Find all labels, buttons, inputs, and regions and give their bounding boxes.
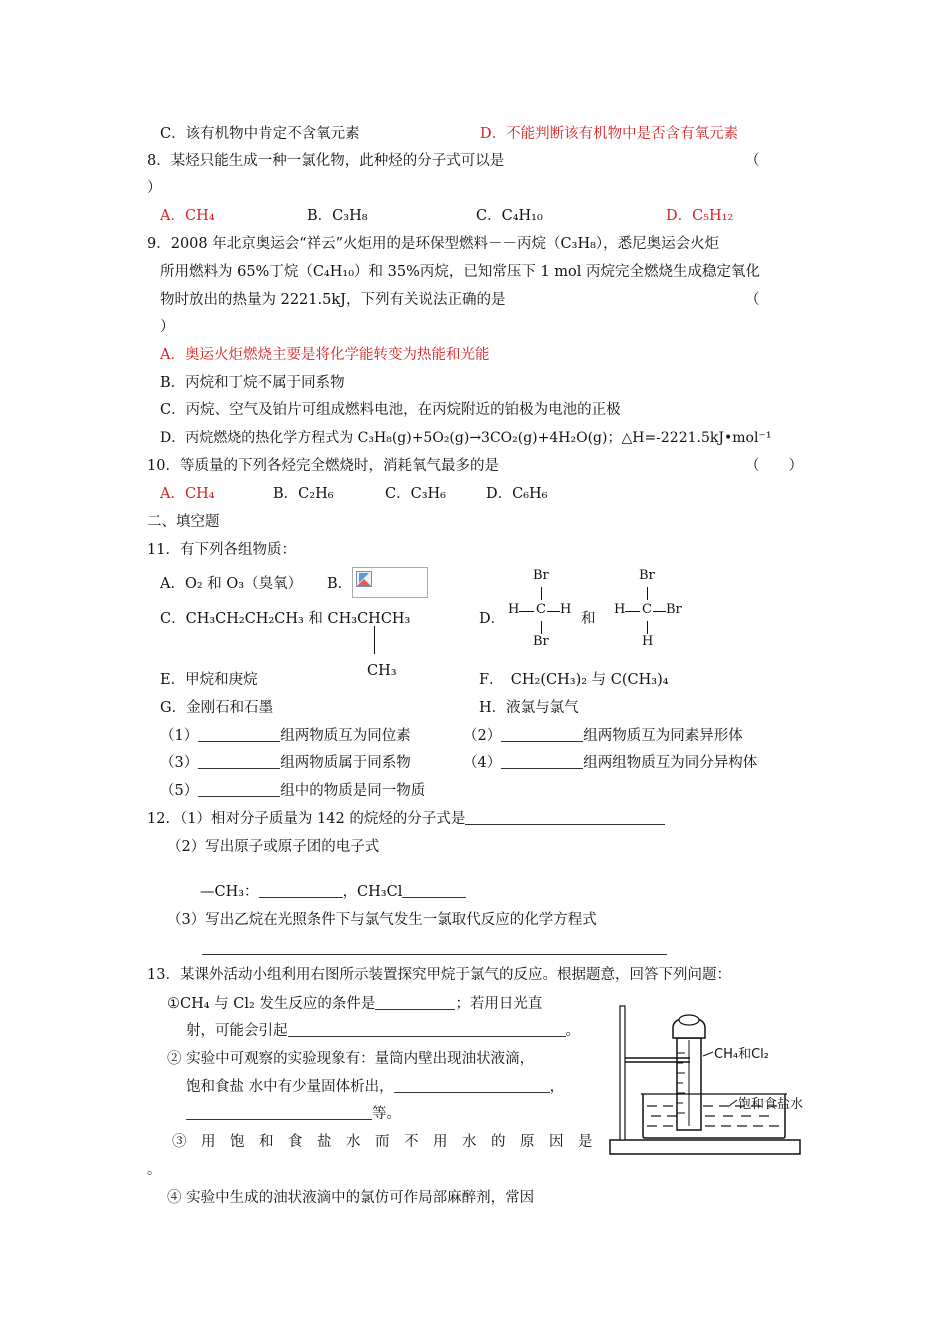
mol1-bond-top bbox=[541, 587, 542, 600]
q10-option-c: C．C₃H₆ bbox=[385, 486, 446, 502]
mol2-bond-left bbox=[625, 611, 640, 612]
fig-label-salt-water: 饱和食盐水 bbox=[738, 1097, 804, 1112]
q11-blank-4-row bbox=[463, 753, 757, 773]
q11-blank-3-text: 组两物质属于同系物 bbox=[280, 755, 411, 771]
q13-s1-a: ①CH₄ 与 Cl₂ 发生反应的条件是 bbox=[167, 996, 376, 1012]
salt-leader bbox=[729, 1100, 737, 1106]
q9-line-2: 所用燃料为 65%丁烷（C₄H₁₀）和 35%丙烷，已知常压下 1 mol 丙烷完全燃烧生成稳定氧化 bbox=[160, 264, 761, 280]
q12-ch3-label: —CH₃： bbox=[200, 884, 259, 900]
mol1-bond-right bbox=[547, 611, 560, 612]
mol1-br-top: Br bbox=[533, 568, 549, 583]
q11-blank-2-row bbox=[463, 726, 743, 746]
q8-stem: 8．某烃只能生成一种一氯化物，此种烃的分子式可以是 bbox=[147, 153, 505, 169]
mol1-c: C bbox=[536, 602, 546, 617]
q11-and: 和 bbox=[581, 611, 596, 627]
q11-blank-1-row bbox=[160, 726, 411, 746]
mol2-bond-top bbox=[647, 587, 648, 600]
q13-s3-end: 。 bbox=[147, 1162, 162, 1178]
q9-paren-open: （ bbox=[745, 292, 760, 308]
q9-option-a: A．奥运火炬燃烧主要是将化学能转变为热能和光能 bbox=[160, 347, 490, 363]
q11-blank-5-row bbox=[160, 781, 425, 801]
stopper-top bbox=[679, 1015, 699, 1025]
q10-paren: （ ） bbox=[745, 458, 803, 474]
mol2-c: C bbox=[642, 602, 652, 617]
q12-blank-ch3cl[interactable] bbox=[402, 883, 466, 898]
q11-blank-3-num: （3） bbox=[160, 755, 199, 771]
q11-blank-4[interactable] bbox=[501, 754, 583, 769]
q11-blank-3[interactable] bbox=[198, 754, 280, 769]
q10-option-b: B．C₂H₆ bbox=[273, 486, 334, 502]
q12-stem: 12．（1）相对分子质量为 142 的烷烃的分子式是 bbox=[147, 811, 466, 827]
gas-leader bbox=[703, 1052, 713, 1056]
q11-blank-5-text: 组中的物质是同一物质 bbox=[280, 783, 426, 799]
q13-s1-row-2 bbox=[186, 1021, 580, 1041]
q11-option-h: H．液氯与氯气 bbox=[479, 700, 579, 716]
q13-s1-d: 。 bbox=[565, 1023, 580, 1039]
q11-option-a: A．O₂ 和 O₃（臭氧） bbox=[160, 576, 303, 592]
q8-option-a: A．CH₄ bbox=[160, 208, 215, 224]
q11-blank-5[interactable] bbox=[198, 782, 280, 797]
q13-blank-phenomenon-2[interactable] bbox=[186, 1105, 372, 1120]
q8-option-b: B．C₃H₈ bbox=[307, 208, 368, 224]
q11-blank-3-row bbox=[160, 753, 411, 773]
q13-s2-row-2 bbox=[186, 1077, 564, 1097]
q12-blank-formula[interactable] bbox=[465, 810, 665, 825]
q9-option-c: C．丙烷、空气及铂片可组成燃料电池，在丙烷附近的铂极为电池的正极 bbox=[160, 402, 621, 418]
q11-blank-1-num: （1） bbox=[160, 728, 199, 744]
mol2-bond-right bbox=[653, 611, 666, 612]
q11-option-e: E．甲烷和庚烷 bbox=[160, 672, 258, 688]
mol2-br-right: Br bbox=[666, 602, 682, 617]
apparatus-figure bbox=[605, 998, 835, 1163]
q11-option-f: F． CH₂(CH₃)₂ 与 C(CH₃)₄ bbox=[479, 672, 669, 688]
q11-broken-image bbox=[352, 567, 428, 598]
q13-s2-c: ， bbox=[549, 1079, 565, 1095]
q12-blank-equation[interactable] bbox=[202, 940, 667, 955]
q13-s4: ④ 实验中生成的油状液滴中的氯仿可作局部麻醉剂，常因 bbox=[167, 1190, 535, 1206]
fig-label-gas: CH₄和Cl₂ bbox=[714, 1047, 769, 1062]
q11-molecule-2 bbox=[611, 568, 691, 648]
q10-option-d: D．C₆H₆ bbox=[486, 486, 548, 502]
q12-ch3cl-label: ，CH₃Cl bbox=[342, 884, 403, 900]
q11-stem: 11．有下列各组物质： bbox=[147, 542, 296, 558]
mol1-br-bottom: Br bbox=[533, 634, 549, 649]
q13-s1-c: 射，可能会引起 bbox=[186, 1023, 288, 1039]
q11-branch-ch3: CH₃ bbox=[367, 663, 397, 679]
q8-paren-open: （ bbox=[745, 153, 760, 169]
q8-option-d: D．C₅H₁₂ bbox=[666, 208, 734, 224]
q9-option-b: B．丙烷和丁烷不属于同系物 bbox=[160, 375, 345, 391]
q7-option-c: C．该有机物中肯定不含氧元素 bbox=[160, 126, 360, 142]
stand-base bbox=[610, 1140, 800, 1154]
q13-s2-b: 饱和食盐 水中有少量固体析出， bbox=[186, 1079, 394, 1095]
q11-blank-1[interactable] bbox=[198, 727, 280, 742]
q12-electron-row bbox=[200, 882, 466, 902]
q11-molecule-1 bbox=[505, 568, 585, 648]
mol2-h-bottom: H bbox=[642, 634, 654, 649]
mol2-h-left: H bbox=[614, 602, 626, 617]
q12-part-2: （2）写出原子或原子团的电子式 bbox=[167, 839, 380, 855]
mol1-h-left: H bbox=[508, 602, 520, 617]
mol2-bond-bottom bbox=[647, 621, 648, 634]
q9-option-d: D．丙烷燃烧的热化学方程式为 C₃H₈(g)+5O₂(g)→3CO₂(g)+4H₂O(g)；△H=-2221.5kJ•mol⁻¹ bbox=[160, 430, 772, 446]
q9-line-3: 物时放出的热量为 2221.5kJ，下列有关说法正确的是 bbox=[160, 292, 506, 308]
q9-paren-close: ） bbox=[160, 319, 175, 335]
q11-blank-2[interactable] bbox=[501, 727, 583, 742]
q11-option-c: C．CH₃CH₂CH₂CH₃ 和 CH₃CHCH₃ bbox=[160, 611, 411, 627]
q11-branch-bond bbox=[374, 626, 375, 654]
mol1-bond-bottom bbox=[541, 621, 542, 634]
q13-s2-d: 等。 bbox=[372, 1106, 401, 1122]
q8-paren-close: ） bbox=[147, 180, 162, 196]
q11-blank-5-num: （5） bbox=[160, 783, 199, 799]
q13-stem: 13．某课外活动小组利用右图所示装置探究甲烷于氯气的反应。根据题意，回答下列问题： bbox=[147, 967, 731, 983]
q11-blank-1-text: 组两物质互为同位素 bbox=[280, 728, 411, 744]
q13-blank-condition[interactable] bbox=[375, 995, 455, 1010]
q13-s2-row-3 bbox=[186, 1104, 401, 1124]
q12-stem-row bbox=[147, 809, 665, 829]
q9-line-1: 9．2008 年北京奥运会“祥云”火炬用的是环保型燃料－－丙烷（C₃H₈），悉尼奥运会火炬 bbox=[147, 236, 720, 252]
q11-blank-2-text: 组两物质互为同素异形体 bbox=[583, 728, 743, 744]
section-heading: 二、填空题 bbox=[147, 514, 220, 530]
q11-option-d: D． bbox=[479, 611, 506, 627]
q13-s3: ③ 用 饱 和 食 盐 水 而 不 用 水 的 原 因 是 bbox=[172, 1134, 593, 1150]
q11-option-b: B． bbox=[327, 576, 353, 592]
broken-image-icon bbox=[356, 571, 372, 587]
q13-blank-phenomenon-1[interactable] bbox=[394, 1078, 550, 1093]
q13-s1-b: ；若用日光直 bbox=[455, 996, 543, 1012]
q11-blank-2-num: （2） bbox=[463, 728, 502, 744]
q7-option-d: D．不能判断该有机物中是否含有氧元素 bbox=[480, 126, 739, 142]
q12-part-3: （3）写出乙烷在光照条件下与氯气发生一氯取代反应的化学方程式 bbox=[167, 912, 597, 928]
mol1-h-right: H bbox=[560, 602, 572, 617]
q11-option-g: G．金刚石和石墨 bbox=[160, 700, 274, 716]
q11-blank-4-text: 组两组物质互为同分异构体 bbox=[583, 755, 758, 771]
q13-s1-row bbox=[167, 994, 542, 1014]
q12-blank-ch3[interactable] bbox=[259, 883, 343, 898]
mol2-br-top: Br bbox=[639, 568, 655, 583]
q11-blank-4-num: （4） bbox=[463, 755, 502, 771]
q13-s2-a: ② 实验中可观察的实验现象有：量筒内壁出现油状液滴， bbox=[167, 1051, 535, 1067]
q10-option-a: A．CH₄ bbox=[160, 486, 215, 502]
stand-rod bbox=[620, 1006, 625, 1140]
q8-option-c: C．C₄H₁₀ bbox=[476, 208, 543, 224]
q13-blank-sunlight[interactable] bbox=[288, 1022, 566, 1037]
mol1-bond-left bbox=[519, 611, 534, 612]
q10-stem: 10．等质量的下列各烃完全燃烧时，消耗氧气最多的是 bbox=[147, 458, 499, 474]
